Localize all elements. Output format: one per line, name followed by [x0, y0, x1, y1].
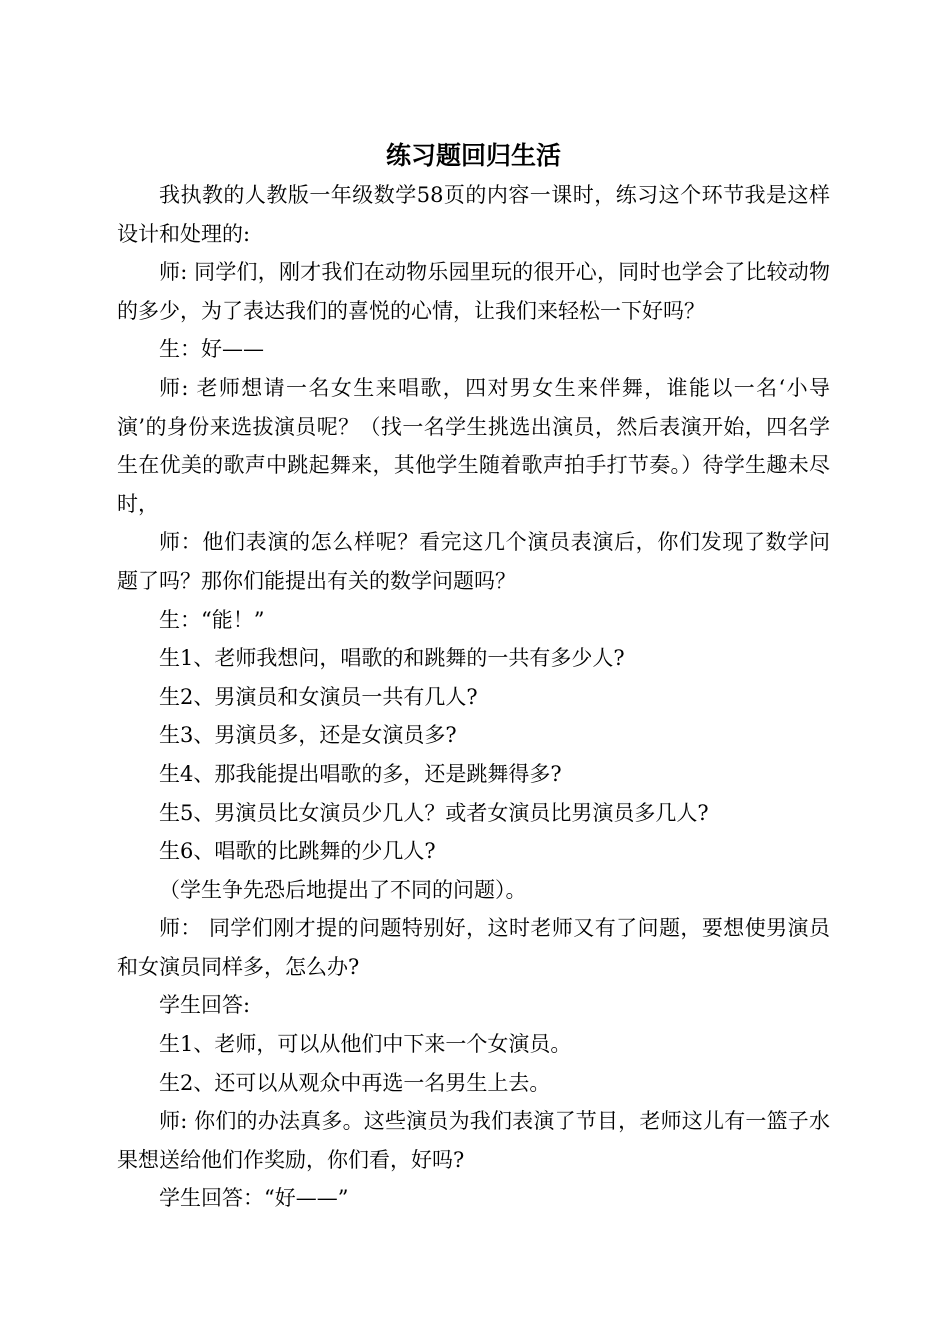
paragraph: 生：好——: [159, 337, 264, 362]
document-body: [117, 176, 830, 1218]
paragraph: 生5、男演员比女演员少几人？或者女演员比男演员多几人?: [159, 800, 709, 825]
paragraph: 学生回答：“好——”: [159, 1186, 349, 1211]
paragraph: 师：他们表演的怎么样呢？看完这几个演员表演后，你们发现了数学问题了吗？那你们能提出有关的数学问题吗？: [117, 530, 830, 593]
paragraph: 师： 同学们刚才提的问题特别好，这时老师又有了问题，要想使男演员和女演员同样多，怎么办?: [117, 916, 830, 979]
paragraph: 生4、那我能提出唱歌的多，还是跳舞得多?: [159, 761, 562, 786]
paragraph: 生3、男演员多，还是女演员多?: [159, 723, 457, 748]
paragraph: 学生回答:: [159, 993, 251, 1018]
paragraph: 生1、老师，可以从他们中下来一个女演员。: [159, 1032, 572, 1057]
document-title: 练习题回归生活: [385, 141, 561, 170]
paragraph: 师: 同学们，刚才我们在动物乐园里玩的很开心，同时也学会了比较动物的多少，为了表达我们的喜悦的心情，让我们来轻松一下好吗？: [117, 260, 830, 323]
paragraph: 我执教的人教版一年级数学58页的内容一课时，练习这个环节我是这样设计和处理的:: [117, 183, 830, 246]
document-page: [117, 120, 830, 1218]
paragraph: 生1、老师我想问，唱歌的和跳舞的一共有多少人?: [159, 646, 625, 671]
paragraph: 师: 老师想请一名女生来唱歌，四对男女生来伴舞，谁能以一名‘小导演’的身份来选拔演员呢？（找一名学生挑选出演员，然后表演开始，四名学生在优美的歌声中跳起舞来，其他学生随着歌声拍手打节奏。）待学生趣未尽时，: [117, 375, 830, 516]
paragraph: 生2、男演员和女演员一共有几人?: [159, 684, 478, 709]
paragraph: 生：“能！”: [159, 607, 265, 632]
paragraph: （学生争先恐后地提出了不同的问题）。: [159, 877, 527, 902]
paragraph: 师: 你们的办法真多。这些演员为我们表演了节目，老师这儿有一篮子水果想送给他们作奖励，你们看，好吗?: [117, 1109, 830, 1172]
paragraph: 生6、唱歌的比跳舞的少几人?: [159, 839, 436, 864]
paragraph: 生2、还可以从观众中再选一名男生上去。: [159, 1070, 551, 1095]
